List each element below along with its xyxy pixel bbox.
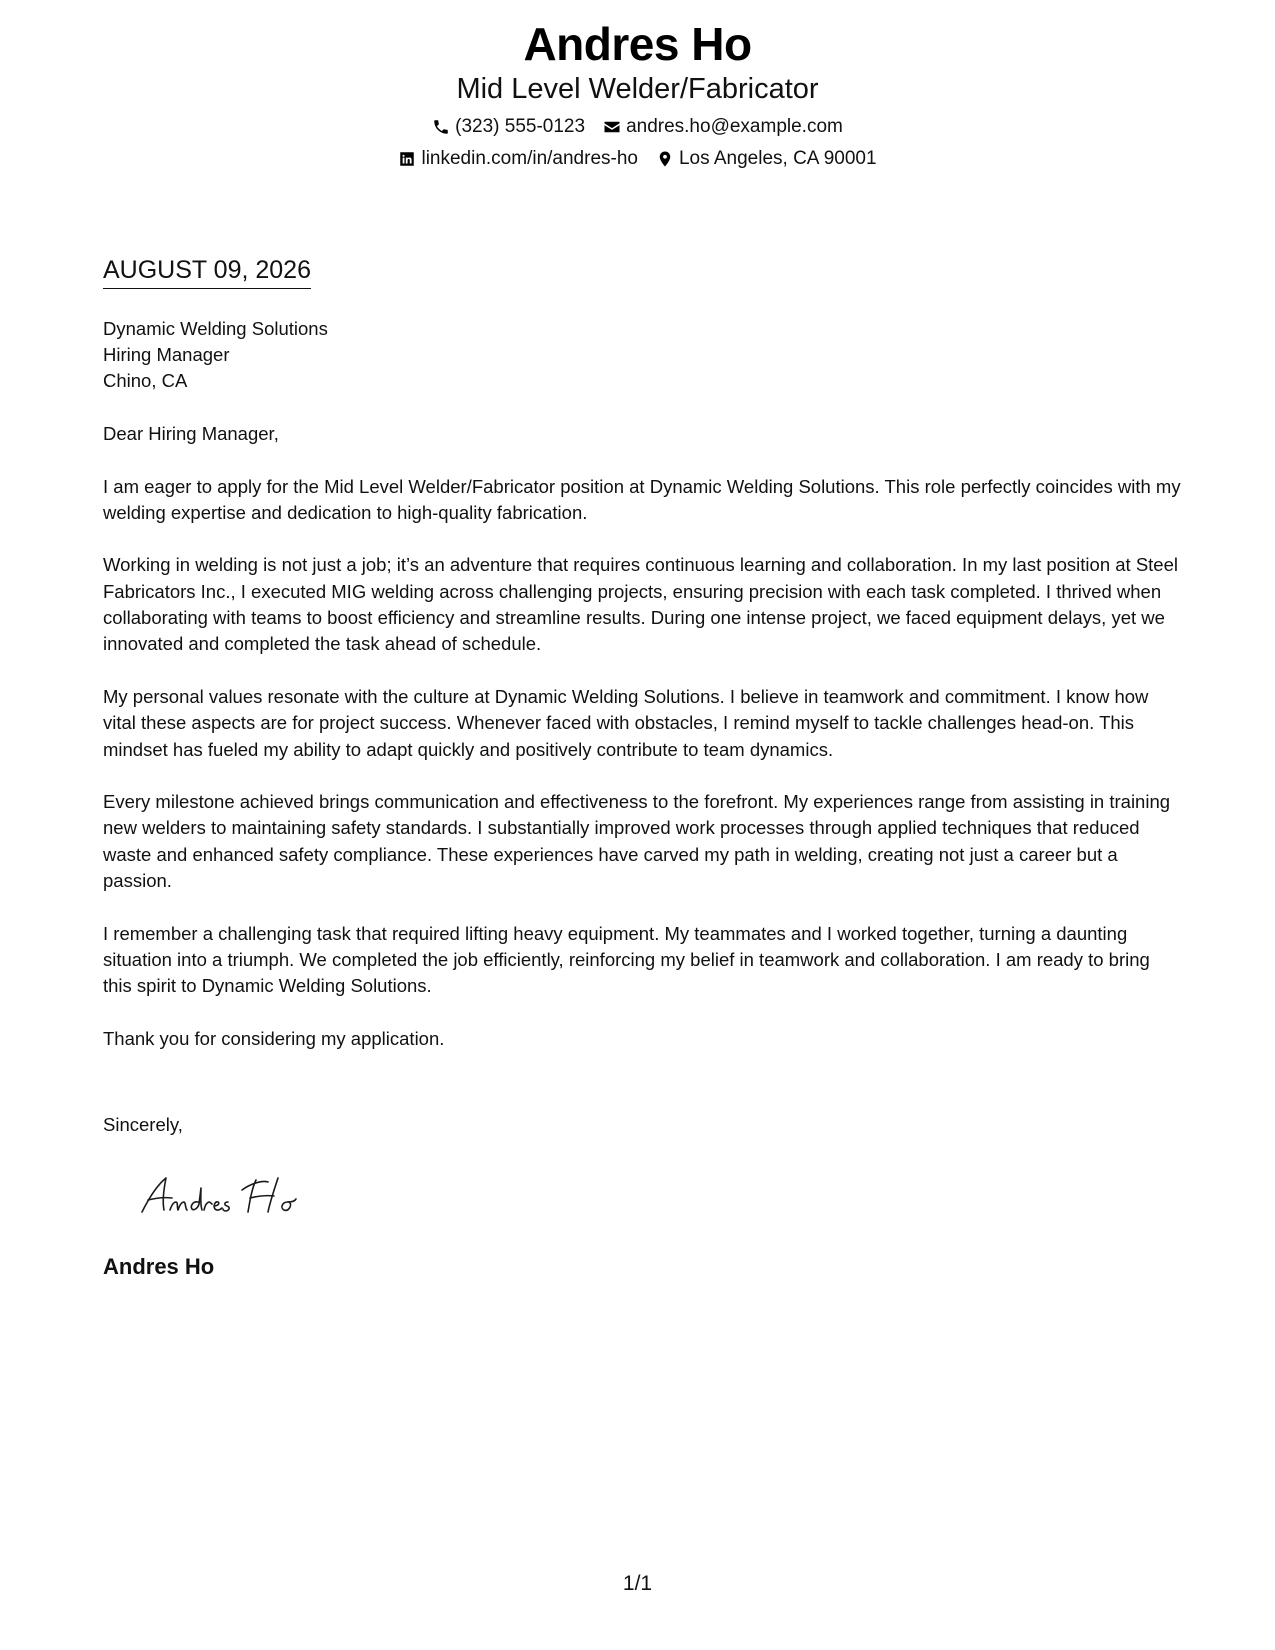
signer-name: Andres Ho [103,1254,215,1279]
contact-row-primary [0,115,1275,139]
email-address: andres.ho@example.com [626,116,843,137]
contact-phone [432,115,585,139]
applicant-name: Andres Ho [523,18,752,70]
phone-number: (323) 555-0123 [455,116,586,137]
recipient-location: Chino, CA [103,370,188,391]
paragraph: My personal values resonate with the culture at Dynamic Welding Solutions. I believe in teamwork and commitment. I know how vital these aspects are for project success. Whenever faced with obstacles, I remind myself to tackle challenges head-on. This mindset has fueled my ability to adapt quickly and positively contribute to team dynamics. [103,685,1149,760]
contact-row-secondary [0,147,1275,171]
handwritten-signature [138,1170,328,1220]
paragraph: Thank you for considering my application. [103,1027,445,1049]
phone-icon [432,118,450,136]
location-text: Los Angeles, CA 90001 [678,148,877,169]
paragraph: I am eager to apply for the Mid Level Welder/Fabricator position at Dynamic Welding Solutions. This role perfectly coincides with my welding expertise and dedication to high-quality fabrication. [103,475,1181,523]
letter-date: AUGUST 09, 2026 [103,255,311,289]
envelope-icon [603,118,621,136]
letter-body [103,421,1183,1078]
letter-header [0,18,1275,171]
paragraph: Every milestone achieved brings communication and effectiveness to the forefront. My experiences range from assisting in training new welders to maintaining safety standards. I substantially improved work processes through applied techniques that reduced waste and enhanced safety compliance. These experiences have carved my path in welding, creating not just a career but a passion. [103,791,1171,892]
applicant-title: Mid Level Welder/Fabricator [456,73,819,105]
contact-linkedin [398,147,638,171]
contact-location [656,147,877,171]
closing-line: Sincerely, [103,1114,183,1135]
paragraph: I remember a challenging task that required lifting heavy equipment. My teammates and I worked together, turning a daunting situation into a triumph. We completed the job efficiently, reinforcing my belief in teamwork and collaboration. I am ready to bring this spirit to Dynamic Welding Solutions. [103,922,1150,997]
recipient-block [103,316,328,394]
contact-email [603,115,843,139]
page-indicator: 1/1 [622,1572,653,1595]
greeting: Dear Hiring Manager, [103,423,279,444]
linkedin-icon [398,150,416,168]
recipient-contact: Hiring Manager [103,344,230,365]
linkedin-url: linkedin.com/in/andres-ho [421,148,638,169]
map-marker-icon [656,150,674,168]
recipient-company: Dynamic Welding Solutions [103,318,328,339]
paragraph: Working in welding is not just a job; it’s an adventure that requires continuous learning and collaboration. In my last position at Steel Fabricators Inc., I executed MIG welding across challenging projects, ensuring precision with each task completed. I thrived when collaborating with teams to boost efficiency and streamline results. During one intense project, we faced equipment delays, yet we innovated and completed the task ahead of schedule. [103,554,1178,655]
